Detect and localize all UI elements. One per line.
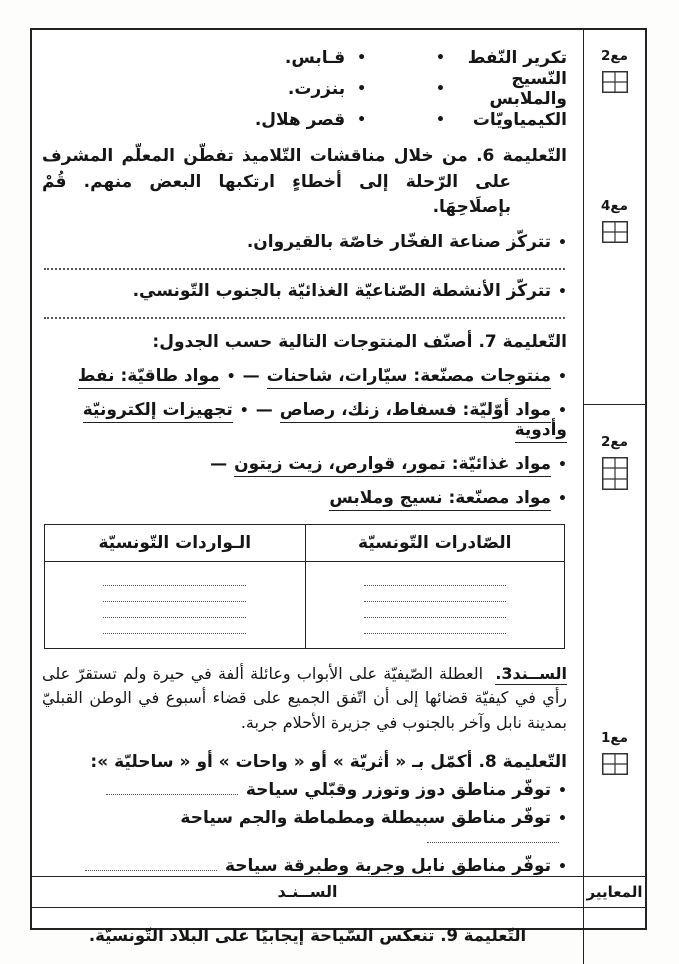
bullet-icon: • bbox=[558, 283, 567, 300]
criteria-marker bbox=[584, 198, 645, 247]
connector-dot: • bbox=[436, 80, 445, 97]
city-label: قـابس. bbox=[284, 47, 346, 68]
dash-separator: — bbox=[210, 453, 228, 474]
connector-dot: • bbox=[357, 111, 367, 128]
matching-row bbox=[42, 104, 567, 135]
category-line bbox=[42, 400, 567, 440]
answer-line[interactable] bbox=[103, 602, 246, 618]
category-line bbox=[42, 488, 567, 508]
criteria-marker bbox=[584, 48, 645, 97]
sanad-band-title: الســنـد bbox=[32, 876, 583, 908]
bullet-icon: • bbox=[558, 810, 567, 827]
bullet-icon: • bbox=[226, 368, 236, 385]
instruction-7-text: أصنّف المنتوجات التالية حسب الجدول: bbox=[152, 331, 473, 352]
industry-label: النّسيج والملابس bbox=[489, 68, 567, 109]
correction-text: تتركّز الأنشطة الصّناعيّة الغذائيّة بالجنوب التّونسي. bbox=[132, 280, 552, 301]
category-text: تجهيزات إلكترونيّة وأدوية bbox=[83, 400, 567, 443]
criteria-band-title: المعايير bbox=[583, 876, 645, 908]
category-line bbox=[42, 366, 567, 386]
instruction-9-text: تنعكس السّياحة إيجابيًا على البلاد التّونسيّة. bbox=[88, 926, 435, 946]
bullet-icon: • bbox=[558, 234, 567, 251]
criteria-strip bbox=[583, 30, 645, 876]
criteria-footer-cell bbox=[583, 908, 645, 964]
category-text: مواد غذائيّة: تمور، قوارص، زيت زيتون bbox=[234, 454, 551, 477]
answer-line[interactable] bbox=[364, 602, 506, 618]
instruction-8 bbox=[42, 752, 567, 772]
worksheet-page bbox=[30, 28, 647, 946]
answer-line[interactable] bbox=[106, 791, 238, 795]
criteria-marker bbox=[584, 434, 645, 494]
answer-line[interactable] bbox=[103, 618, 246, 634]
instruction-8-text: أكمّل بـ « أثريّة » أو « واحات » أو « ساحليّة »: bbox=[90, 751, 473, 772]
category-text: مواد طاقيّة: نفط bbox=[78, 366, 220, 389]
instruction-9-label: التّعليمة 9. bbox=[440, 926, 527, 946]
instruction-6-label: التّعليمة 6. bbox=[476, 146, 567, 166]
instruction-9 bbox=[32, 908, 583, 964]
bullet-icon: • bbox=[239, 402, 249, 419]
connector-dot: • bbox=[357, 49, 367, 66]
instruction-6-text: من خلال مناقشات التّلاميذ تفطّن المعلّم المشرف على الرّحلة إلى أخطاءٍ ارتكبها البعض منهم. قُمْ بإصلَاحِهَا. bbox=[42, 146, 511, 217]
fill-in-item bbox=[42, 780, 567, 800]
category-text: مواد مصنّعة: نسيج وملابس bbox=[329, 488, 551, 511]
answer-line[interactable] bbox=[44, 304, 565, 319]
answer-line[interactable] bbox=[44, 255, 565, 270]
instruction-7-label: التّعليمة 7. bbox=[478, 331, 567, 352]
category-line bbox=[42, 454, 567, 474]
city-label: قصر هلال. bbox=[254, 109, 346, 130]
criteria-grid-icon bbox=[602, 71, 628, 97]
correction-item bbox=[42, 232, 567, 252]
bullet-icon: • bbox=[558, 490, 567, 507]
connector-dot: • bbox=[436, 49, 445, 66]
table-cell-exports[interactable] bbox=[305, 562, 565, 648]
bullet-icon: • bbox=[558, 782, 567, 799]
answer-line[interactable] bbox=[364, 618, 506, 634]
worksheet-body bbox=[32, 30, 583, 876]
connector-dot: • bbox=[357, 80, 367, 97]
answer-line[interactable] bbox=[103, 586, 246, 602]
answer-line[interactable] bbox=[364, 586, 506, 602]
fill-in-text: توفّر مناطق نابل وجربة وطبرقة سياحة bbox=[224, 855, 552, 876]
exports-imports-table bbox=[44, 524, 565, 649]
answer-line[interactable] bbox=[103, 570, 246, 586]
sanad-3-label: الســند3. bbox=[495, 663, 568, 683]
correction-text: تتركّز صناعة الفخّار خاصّة بالقيروان. bbox=[246, 231, 552, 252]
answer-line[interactable] bbox=[85, 867, 217, 871]
table-header-imports: الـواردات التّونسيّة bbox=[45, 525, 305, 562]
dash-separator: — bbox=[255, 399, 273, 420]
bullet-icon: • bbox=[558, 402, 567, 419]
category-text: منتوجات مصنّعة: سيّارات، شاحنات bbox=[267, 366, 551, 389]
criteria-grid-icon bbox=[602, 457, 628, 494]
instruction-6 bbox=[42, 144, 567, 221]
fill-in-item bbox=[42, 808, 567, 848]
correction-item bbox=[42, 281, 567, 301]
category-text: مواد أوّليّة: فسفاط، زنك، رصاص bbox=[280, 400, 551, 423]
criteria-grid-icon bbox=[602, 221, 628, 247]
matching-exercise bbox=[42, 42, 567, 135]
table-cell-imports[interactable] bbox=[45, 562, 305, 648]
industry-label: الكيمياويّات bbox=[472, 109, 567, 130]
matching-row bbox=[42, 68, 567, 109]
strip-divider bbox=[584, 404, 645, 405]
fill-in-item bbox=[42, 856, 567, 876]
sanad-3-text: العطلة الصّيفيّة على الأبواب وعائلة ألفة في حيرة ولم تستقرّ على رأي في كيفيّة قضائها إلى أن اتّفق الجميع على قضاء أسبوع في الوطن القبليّ بمدينة نابل وآخر بالجنوب في جزيرة الأحلام جربة. bbox=[42, 663, 567, 733]
answer-line[interactable] bbox=[364, 570, 506, 586]
fill-in-text: توفّر مناطق سبيطلة ومطماطة والجم سياحة bbox=[180, 807, 552, 828]
criteria-label: مع4 bbox=[601, 198, 628, 214]
fill-in-text: توفّر مناطق دوز وتوزر وقبّلي سياحة bbox=[245, 779, 552, 800]
instruction-8-label: التّعليمة 8. bbox=[478, 751, 567, 772]
criteria-label: مع1 bbox=[601, 730, 628, 746]
bullet-icon: • bbox=[558, 456, 567, 473]
table-header-exports: الصّادرات التّونسيّة bbox=[305, 525, 565, 562]
answer-line[interactable] bbox=[427, 839, 559, 843]
bullet-icon: • bbox=[558, 368, 567, 385]
instruction-7 bbox=[42, 332, 567, 352]
criteria-label: مع2 bbox=[601, 48, 628, 64]
city-label: بنزرت. bbox=[287, 78, 346, 99]
industry-label: تكرير النّفط bbox=[467, 47, 567, 68]
criteria-marker bbox=[584, 730, 645, 779]
criteria-grid-icon bbox=[602, 753, 628, 779]
connector-dot: • bbox=[436, 111, 445, 128]
sanad-3 bbox=[42, 662, 567, 736]
dash-separator: — bbox=[242, 365, 260, 386]
bullet-icon: • bbox=[558, 858, 567, 875]
criteria-label: مع2 bbox=[601, 434, 628, 450]
